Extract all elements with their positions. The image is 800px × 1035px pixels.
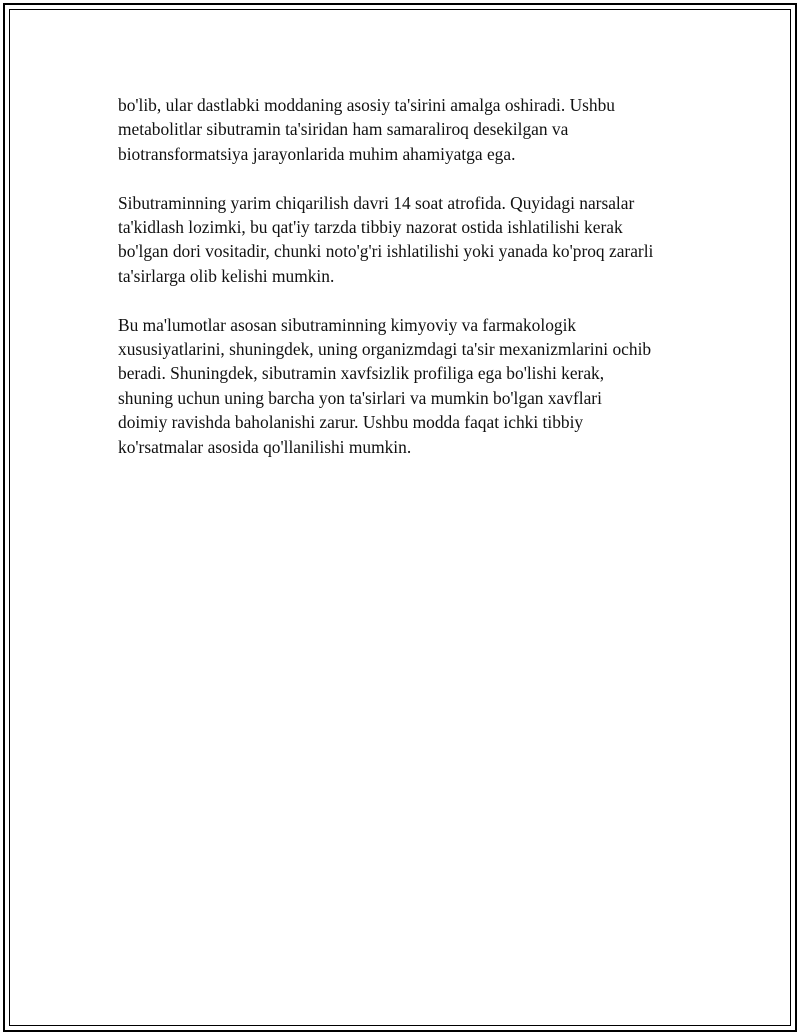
document-body — [118, 93, 698, 483]
paragraph: Bu ma'lumotlar asosan sibutraminning kimyoviy va farmakologik xususiyatlarini, shuningdek, uning organizmdagi ta'sir mexanizmlarini ochib beradi. Shuningdek, sibutramin xavfsizlik profiliga ega bo'lishi kerak, shuning uchun uning barcha yon ta'sirlari va mumkin bo'lgan xavflari doimiy ravishda baholanishi zarur. Ushbu modda faqat ichki tibbiy ko'rsatmalar asosida qo'llanilishi mumkin. — [118, 314, 652, 457]
paragraph: bo'lib, ular dastlabki moddaning asosiy ta'sirini amalga oshiradi. Ushbu metabolitlar sibutramin ta'siridan ham samaraliroq desekilgan va biotransformatsiya jarayonlarida muhim ahamiyatga ega. — [118, 95, 615, 164]
paragraph: Sibutraminning yarim chiqarilish davri 14 soat atrofida. Quyidagi narsalar ta'kidlash lozimki, bu qat'iy tarzda tibbiy nazorat ostida ishlatilishi kerak bo'lgan dori vositadir, chunki noto'g'ri ishlatilishi yoki yanada ko'proq zararli ta'sirlarga olib kelishi mumkin. — [118, 192, 654, 286]
